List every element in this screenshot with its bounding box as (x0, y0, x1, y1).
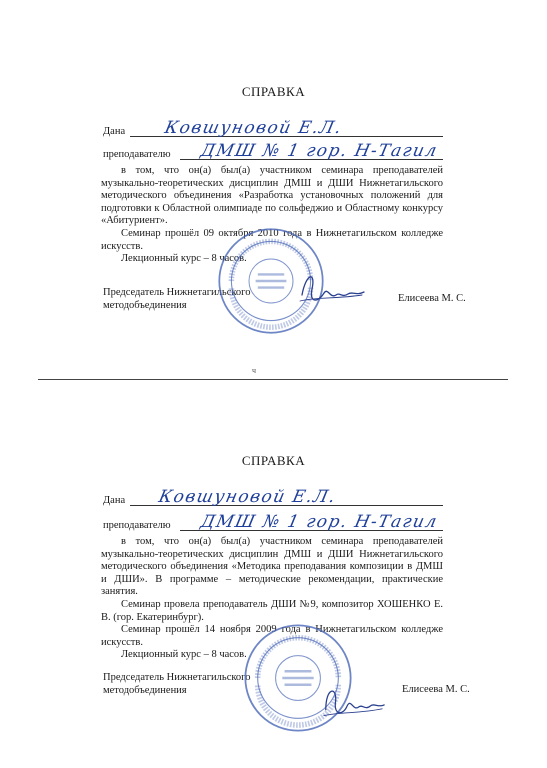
body-paragraph: Семинар прошёл 09 октября 2010 года в Нижнетагильском колледже искусств. (101, 227, 443, 252)
handwritten-recipient: Ковшуновой Е.Л. (162, 118, 345, 138)
signer-name: Елисеева М. С. (402, 684, 470, 695)
signer-title-line: Председатель Нижнетагильского (103, 287, 251, 298)
body-paragraph: Семинар провела преподаватель ДШИ №9, композитор ХОШЕНКО Е. В. (гор. Екатеринбург). (101, 598, 443, 623)
handwritten-school: ДМШ № 1 гор. Н-Тагил (198, 512, 440, 532)
recipient-row (103, 486, 443, 508)
teacher-label: преподавателю (103, 149, 171, 160)
body-paragraph: Семинар прошёл 14 ноября 2009 года в Нижнетагильском колледже искусств. (101, 624, 443, 648)
teacher-row (103, 140, 443, 162)
dana-label: Дана (103, 126, 126, 137)
body-paragraph: Лекционный курс – 8 часов. (121, 649, 247, 661)
dana-label: Дана (103, 495, 126, 506)
stray-mark: ч (252, 366, 257, 375)
body-paragraph: Лекционный курс – 8 часов. (121, 253, 247, 265)
signature (296, 265, 368, 315)
certificate-2 (0, 384, 547, 768)
body-paragraph: в том, что он(а) был(а) участником семинара преподавателей музыкально-теоретических дисциплин ДМШ и ДШИ Нижнетагильского методического объединения «Методика преподавания композиции в ДМШ и ДШИ». В программе – методические рекомендации, практические занятия. (101, 536, 443, 598)
signer-title-line: Председатель Нижнетагильского (103, 672, 251, 683)
certificate-title: СПРАВКА (241, 453, 306, 468)
teacher-label: преподавателю (103, 520, 171, 531)
body-paragraph: в том, что он(а) был(а) участником семинара преподавателей музыкально-теоретических дисциплин ДМШ и ДШИ Нижнетагильского методического объединения «Разработка установочных положений для подготовки к Областной олимпиаде по сольфеджио и Областному конкурсу «Абитуриент». (101, 165, 443, 227)
signer-title (103, 671, 250, 697)
signer-title-line: методобъединения (103, 685, 187, 696)
signer-name: Елисеева М. С. (398, 293, 466, 304)
separator-line (38, 379, 508, 380)
handwritten-school: ДМШ № 1 гор. Н-Тагил (198, 141, 440, 161)
signature (318, 676, 388, 726)
teacher-row (103, 511, 443, 533)
signer-title-line: методобъединения (103, 300, 187, 311)
certificate-title: СПРАВКА (241, 84, 306, 99)
handwritten-recipient: Ковшуновой Е.Л. (156, 487, 339, 507)
recipient-row (103, 117, 443, 139)
certificate-1 (0, 0, 547, 380)
